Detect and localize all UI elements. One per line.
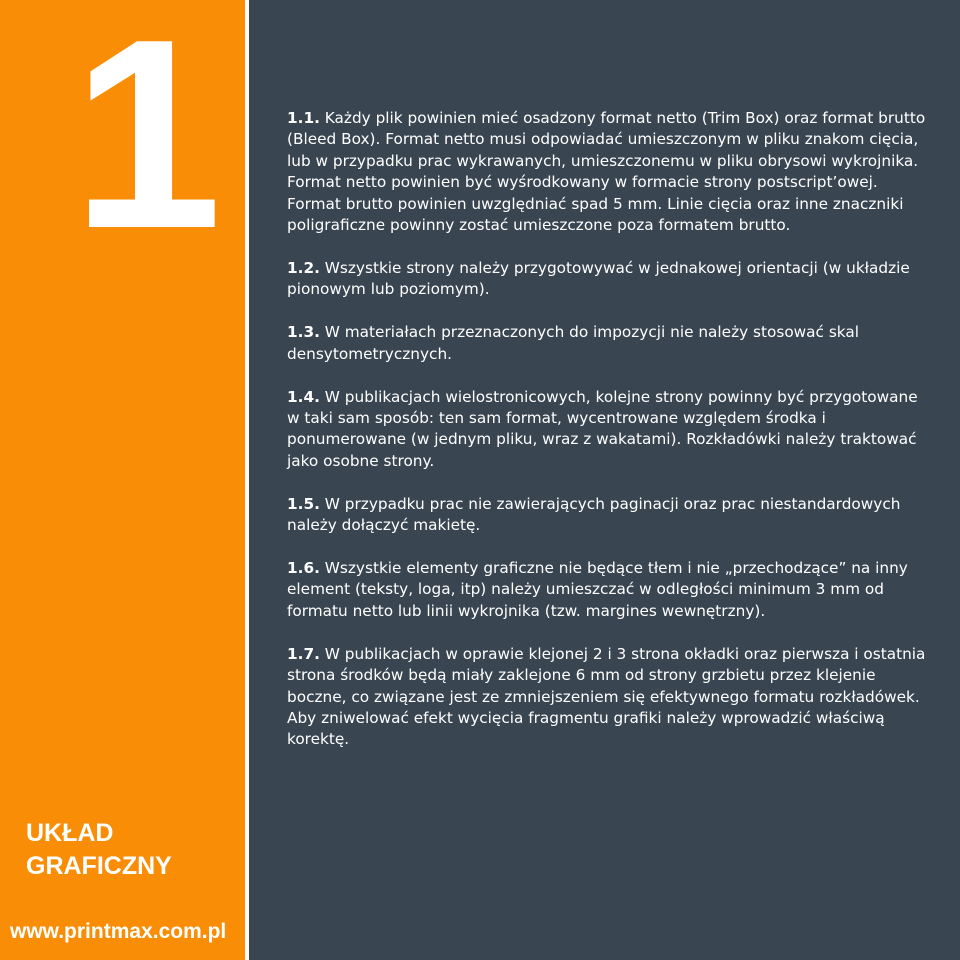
paragraph-number: 1.5. <box>287 494 320 513</box>
paragraph-1-6 <box>287 558 927 622</box>
paragraph-text: W materiałach przeznaczonych do impozycji nie należy stosować skal densytometrycznych. <box>287 323 860 363</box>
section-number: 1 <box>72 0 215 285</box>
paragraph-text: W publikacjach w oprawie klejonej 2 i 3 strona okładki oraz pierwsza i ostatnia strona środków będą miały zaklejone 6 mm od strony grzbietu przez klejenie boczne, co związane jest ze zmniejszeniem się efektywnego formatu rozkładówek. Aby zniwelować efekt wycięcia fragmentu grafiki należy wprowadzić właściwą korektę. <box>287 644 926 749</box>
paragraph-number: 1.3. <box>287 323 320 342</box>
paragraph-number: 1.1. <box>287 109 320 127</box>
section-title-line-2: GRAFICZNY <box>26 852 172 880</box>
paragraph-number: 1.2. <box>287 258 320 277</box>
paragraph-text: W przypadku prac nie zawierających paginacji oraz prac niestandardowych należy dołączyć makietę. <box>287 494 901 535</box>
website-url: www.printmax.com.pl <box>10 920 227 943</box>
paragraph-text: Każdy plik powinien mieć osadzony format netto (Trim Box) oraz format brutto (Bleed Box). Format netto musi odpowiadać umieszczonym w pliku znakom cięcia, lub w przypadku prac wykrawanych, umieszczonemu w pliku obrysowi wykrojnika. Format netto powinien być wyśrodkowany w formacie strony postscript’owej. Format brutto powinien uwzględniać spad 5 mm. Linie cięcia oraz inne znaczniki poligraficzne powinny zostać umieszczone poza formatem brutto. <box>287 109 926 235</box>
paragraph-text: Wszystkie strony należy przygotowywać w jednakowej orientacji (w układzie pionowym lub poziomym). <box>287 258 910 299</box>
section-title-line-1: UKŁAD <box>26 819 114 847</box>
paragraph-1-7 <box>287 644 927 751</box>
content-area <box>287 108 927 772</box>
paragraph-text: Wszystkie elementy graficzne nie będące tłem i nie „przechodzące” na inny element (teksty, loga, itp) należy umieszczać w odległości minimum 3 mm od formatu netto lub linii wykrojnika (tzw. margines wewnętrzny). <box>287 559 908 620</box>
paragraph-1-4 <box>287 387 927 473</box>
section-title <box>26 817 241 883</box>
paragraph-text: W publikacjach wielostronicowych, kolejne strony powinny być przygotowane w taki sam sposób: ten sam format, wycentrowane względem środka i ponumerowane (w jednym pliku, wraz z wakatami). Rozkładówki należy traktować jako osobne strony. <box>287 387 918 470</box>
paragraph-1-2 <box>287 258 927 301</box>
paragraph-1-3 <box>287 322 927 365</box>
paragraph-1-1 <box>287 108 927 236</box>
sidebar-panel <box>0 0 249 960</box>
paragraph-number: 1.7. <box>287 644 320 663</box>
paragraph-number: 1.6. <box>287 559 320 577</box>
paragraph-number: 1.4. <box>287 387 320 406</box>
paragraph-1-5 <box>287 494 927 537</box>
